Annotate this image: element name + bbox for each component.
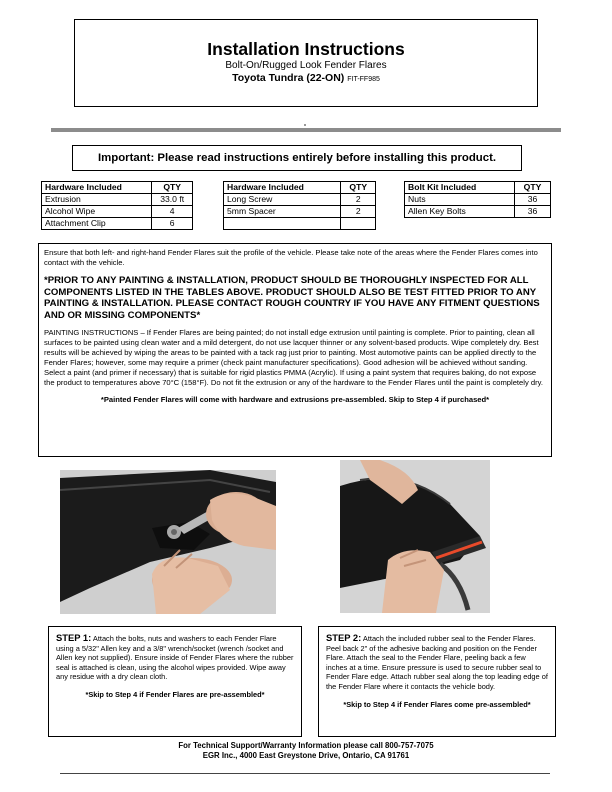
- part-number: FIT-FF985: [347, 76, 380, 83]
- table-cell: [341, 218, 376, 230]
- header-divider: [51, 128, 561, 132]
- step-1-skip-note: *Skip to Step 4 if Fender Flares are pre-assembled*: [85, 689, 265, 699]
- step2-illustration: [340, 460, 490, 613]
- table-cell: Allen Key Bolts: [405, 206, 515, 218]
- footer-divider: [60, 773, 550, 774]
- step2-photo: [340, 460, 490, 613]
- step-2-skip-note: *Skip to Step 4 if Fender Flares come pre-assembled*: [343, 699, 531, 709]
- painting-instructions: PAINTING INSTRUCTIONS – If Fender Flares are being painted; do not install edge extrusion until painting is complete. Prior to painting, clean all surfaces to be painted using clean water and a mild detergent, do not use lacquer thinner or any solvent-based products. Wipe completely dry. Best results will be achieved by wiping the areas to be painted with a tack rag just prior to painting. Most automotive paints can be applied directly to the Fender Flares; however, some may require a primer (check paint manufacturer specifications). Good adhesion will be achieved without sanding. Select a paint (and primer if necessary) that is suitable for rigid plastics PMMA (Acrylic). If using a paint system that requires baking, do not expose the product to temperatures above 70°C (158°F). Do not fit the extrusion or any of the hardware to the Fender Flares until the paint is completely dry.: [44, 328, 543, 387]
- hardware-table-1: [41, 181, 193, 230]
- table-header: Bolt Kit Included: [405, 182, 515, 194]
- table-cell: 36: [514, 194, 550, 206]
- step-1-label: STEP 1:: [56, 632, 92, 643]
- step-1-body: Attach the bolts, nuts and washers to each Fender Flare using a 5/32" Allen key and a 3/8" wrench/socket (wrench /socket and Allen key not supplied). Ensure inside of Fender Flares where the rubber seal is attached is clean, using the alcohol wipes provided. Wipe away any residue with a dry clean cloth.: [56, 634, 294, 682]
- instructions-box: [38, 243, 552, 457]
- document-title: Installation Instructions: [207, 39, 405, 59]
- intro-text: Ensure that both left- and right-hand Fender Flares suit the profile of the vehicle. Please take note of the areas where the Fender Flares comes into contact with the vehicle.: [44, 248, 538, 267]
- table-cell: 36: [514, 206, 550, 218]
- bolt-kit-table: [404, 181, 551, 218]
- warning-text: *PRIOR TO ANY PAINTING & INSTALLATION, PRODUCT SHOULD BE THOROUGHLY INSPECTED FOR ALL COMPONENTS LISTED IN THE TABLES ABOVE. PRODUCT SHOULD ALSO BE TEST FITTED PRIOR TO ANY PAINTING & INSTALLATION. PLEASE CONTACT ROUGH COUNTRY IF YOU HAVE ANY FITMENT QUESTIONS AND OR MISSING COMPONENTS*: [44, 275, 540, 321]
- table-cell: Nuts: [405, 194, 515, 206]
- step-2-body: Attach the included rubber seal to the Fender Flares. Peel back 2" of the adhesive backing and position on the Fender Flare. Attach the seal to the Fender Flare, peeling back a few inches at a time. Ensure pressure is used to secure rubber seal to Fender Flare edge. Attach rubber seal along the top leading edge of the Fender Flare where it contacts the vehicle body.: [326, 634, 548, 691]
- table-cell: 5mm Spacer: [224, 206, 341, 218]
- table-cell: 4: [152, 206, 193, 218]
- vehicle-name: Toyota Tundra (22-ON): [232, 72, 345, 84]
- step1-illustration: [60, 470, 276, 614]
- table-cell: Long Screw: [224, 194, 341, 206]
- address-line: EGR Inc., 4000 East Greystone Drive, Ontario, CA 91761: [202, 751, 410, 760]
- support-line: For Technical Support/Warranty Information please call 800-757-7075: [178, 741, 434, 750]
- table-header: QTY: [152, 182, 193, 194]
- table-cell: Extrusion: [42, 194, 152, 206]
- table-header: QTY: [341, 182, 376, 194]
- step-2-text: [326, 633, 548, 692]
- vehicle-line: [75, 72, 537, 86]
- separator-dot: [304, 124, 306, 126]
- footer: [60, 741, 552, 761]
- table-header: QTY: [514, 182, 550, 194]
- painted-note: *Painted Fender Flares will come with hardware and extrusions pre-assembled. Skip to Step 4 if purchased*: [100, 395, 490, 404]
- step-2-box: [318, 626, 556, 737]
- step-1-box: [48, 626, 302, 737]
- title-box: [74, 19, 538, 107]
- table-cell: 2: [341, 194, 376, 206]
- table-header: Hardware Included: [42, 182, 152, 194]
- step-2-label: STEP 2:: [326, 632, 362, 643]
- table-cell: 6: [152, 218, 193, 230]
- hardware-table-2: [223, 181, 376, 230]
- table-cell: 33.0 ft: [152, 194, 193, 206]
- document-subtitle: Bolt-On/Rugged Look Fender Flares: [225, 60, 387, 71]
- table-cell: 2: [341, 206, 376, 218]
- table-cell: Alcohol Wipe: [42, 206, 152, 218]
- important-notice: Important: Please read instructions entirely before installing this product.: [72, 145, 522, 171]
- step1-photo: [60, 470, 276, 614]
- step-1-text: [56, 633, 294, 682]
- table-header: Hardware Included: [224, 182, 341, 194]
- table-cell: Attachment Clip: [42, 218, 152, 230]
- table-cell: [224, 218, 341, 230]
